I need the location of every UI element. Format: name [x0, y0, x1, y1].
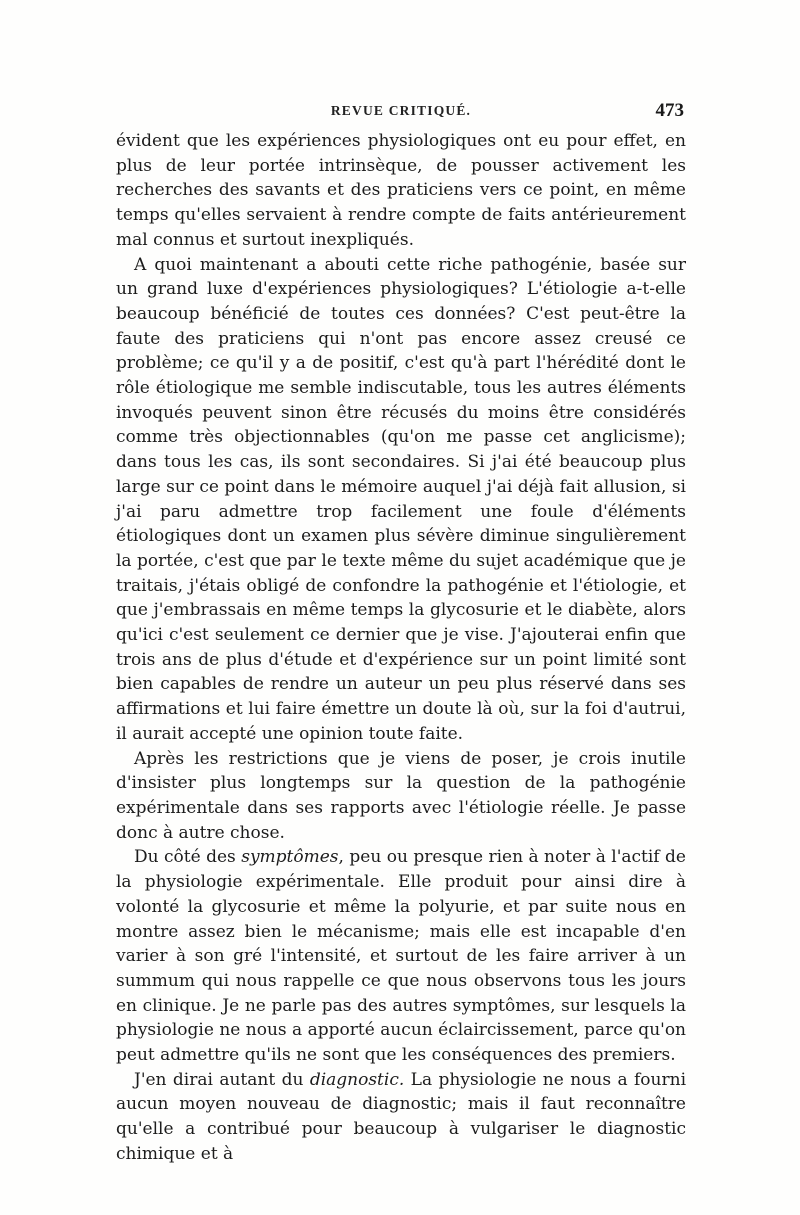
text-run: Après les restrictions que je viens de poser, je crois inutile d'insister plus longtemps sur la question de la pathogénie expérimentale dans ses rapports avec l'étiologie réelle. Je passe donc à autre chose. — [116, 748, 686, 843]
paragraph-continued — [116, 129, 686, 253]
page-number: 473 — [655, 100, 684, 121]
text-run: A quoi maintenant a abouti cette riche pathogénie, basée sur un grand luxe d'expériences physiologiques? L'étiologie a-t-elle beaucoup bénéficié de toutes ces données? C'est peut-être la faute des praticiens qui n'ont pas encore assez creusé ce problème; ce qu'il y a de positif, c'est qu'à part l'hérédité dont le rôle étiologique me semble indiscutable, tous les autres éléments invoqués peuvent sinon être récusés du moins être considérés comme très objectionnables (qu'on me passe cet anglicisme); dans tous les cas, ils sont secondaires. Si j'ai été beaucoup plus large sur ce point dans le mémoire auquel j'ai déjà fait allusion, si j'ai paru admettre trop facilement une foule d'éléments étiologiques dont un examen plus sévère diminue singulièrement la portée, c'est que par le texte même du sujet académique que je traitais, j'étais obligé de confondre la pathogénie et l'étiologie, et que j'embrassais en même temps la glycosurie et le diabète, alors qu'ici c'est seulement ce dernier que je vise. J'ajouterai enfin que trois ans de plus d'étude et d'expérience sur un point limité sont bien capables de rendre un auteur un peu plus réservé dans ses affirmations et lui faire émettre un doute là où, sur la foi d'autrui, il aurait accepté une opinion toute faite. — [116, 254, 686, 744]
paragraph-diagnosis — [116, 1068, 686, 1167]
text-run: La physiologie ne nous a fourni aucun moyen nouveau de diagnostic; mais il faut reconnaître qu'elle a contribué pour beaucoup à vulgariser le diagnostic chimique et à — [116, 1069, 687, 1164]
italic-term-symptomes: symptômes — [241, 847, 339, 868]
running-title: REVUE CRITIQUÉ. — [330, 103, 472, 118]
page-header — [116, 100, 686, 124]
text-run: , peu ou presque rien à noter à l'actif de la physiologie expérimentale. Elle produit pour ainsi dire à volonté la glycosurie et même la polyurie, et par suite nous en montre assez bien le mécanisme; mais elle est incapable d'en varier à son gré l'intensité, et surtout de les faire arriver à un summum qui nous rappelle ce que nous observons tous les jours en clinique. Je ne parle pas des autres symptômes, sur lesquels la physiologie ne nous a apporté aucun éclaircissement, parce qu'on peut admettre qu'ils ne sont que les conséquences des premiers. — [116, 847, 686, 1066]
body-text — [116, 129, 686, 1167]
italic-term-diagnostic: diagnostic. — [309, 1069, 405, 1090]
text-run: J'en dirai autant du — [134, 1069, 310, 1090]
text-run: Du côté des — [134, 847, 242, 868]
text-run: évident que les expériences physiologiques ont eu pour effet, en plus de leur portée intrinsèque, de pousser activement les recherches des savants et des praticiens vers ce point, en même temps qu'elles servaient à rendre compte de faits antérieurement mal connus et surtout inexpliqués. — [116, 131, 686, 250]
paragraph-restrictions — [116, 747, 686, 846]
paragraph-etiology — [116, 253, 686, 747]
paragraph-symptoms — [116, 845, 686, 1067]
